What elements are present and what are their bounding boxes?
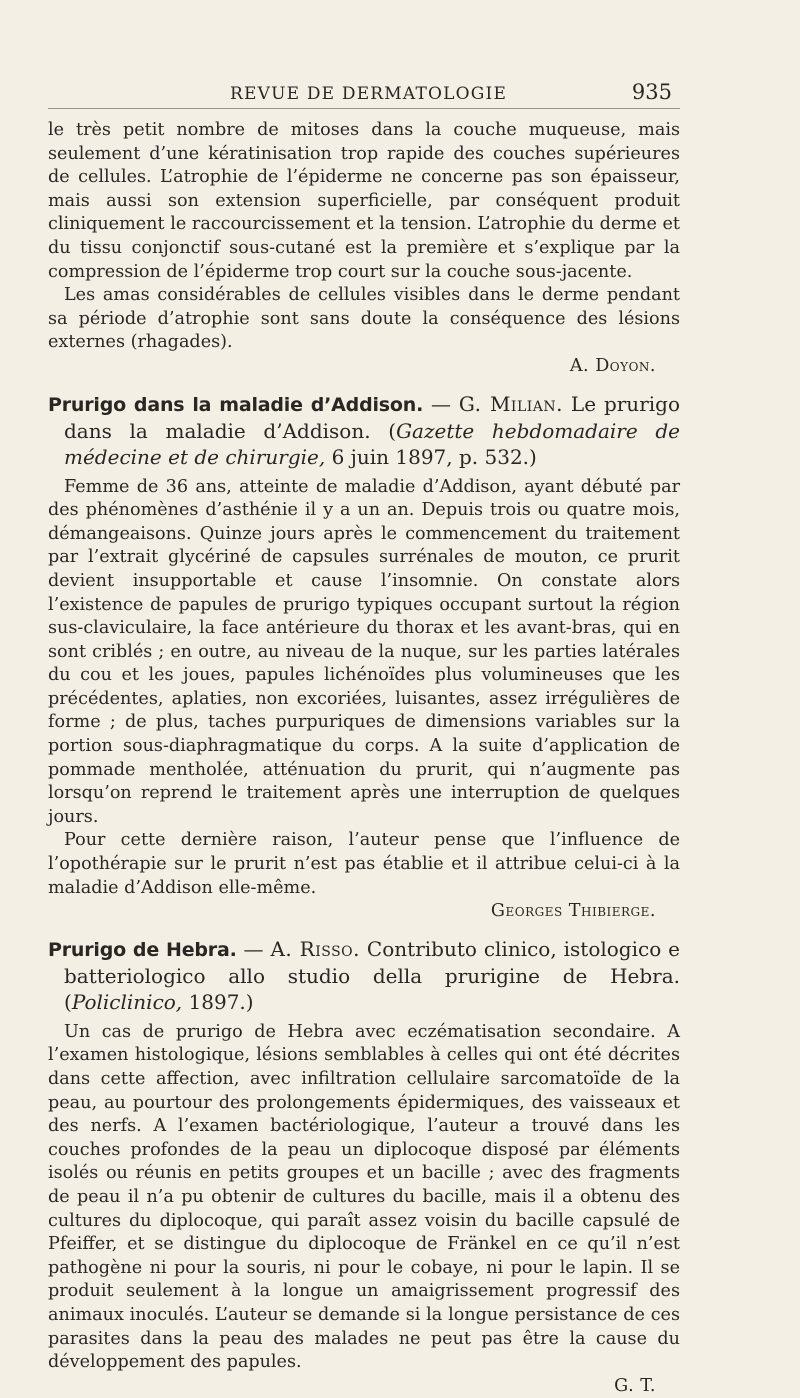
article-2-heading: [48, 936, 680, 1015]
article-2-title: Contributo clinico, istologico e batteriologico allo studio della prurigine de Hebra. (: [64, 936, 680, 1014]
running-head: [48, 78, 680, 109]
article-1-rubric: Prurigo dans la maladie d’Addison.: [48, 393, 424, 416]
article-2-rubric: Prurigo de Hebra.: [48, 938, 237, 961]
article-2-paragraph-1: Un cas de prurigo de Hebra avec eczématisation secondaire. A l’examen histologique, lésions semblables à celles qui ont été décrites dans cette affection, avec infiltration cellulaire sarcomatoïde de la peau, au pourtour des prolongements épidermiques, des vaisseaux et des nerfs. A l’examen bactériologique, l’auteur a trouvé dans les couches profondes de la peau un diplocoque disposé par éléments isolés ou réunis en petits groupes et un bacille ; avec des fragments de peau il n’a pu obtenir de cultures du bacille, mais il a obtenu des cultures du diplocoque, qui paraît assez voisin du bacille capsulé de Pfeiffer, et se distingue du diplocoque de Fränkel en ce qu’il n’est pathogène ni pour la souris, ni pour le cobaye, ni pour le lapin. Il se produit seulement à la longue un amaigrissement progressif des animaux inoculés. L’auteur se demande si la longue persistance de ces parasites dans la peau des malades ne peut pas être la cause du développement des papules.: [48, 1021, 680, 1373]
article-1-journal: Gazette hebdomadaire de médecine et de chirurgie,: [64, 418, 680, 469]
article-1-heading: [48, 391, 680, 470]
continuation-paragraph-1: le très petit nombre de mitoses dans la couche muqueuse, mais seulement d’une kératinisation trop rapide des couches supérieures de cellules. L’atrophie de l’épiderme ne concerne pas son épaisseur, mais aussi son extension superficielle, par conséquent produit cliniquement le raccourcissement et la tension. L’atrophie du derme et du tissu conjonctif sous-cutané est la première et s’explique par la compression de l’épiderme trop court sur la couche sous-jacente.: [48, 120, 680, 282]
continuation-paragraph-2: Les amas considérables de cellules visibles dans le derme pendant sa période d’atrophie sont sans doute la conséquence des lésions externes (rhagades).: [48, 285, 680, 353]
article-1-citation: 6 juin 1897, p. 532.): [325, 444, 537, 469]
page-number: 935: [631, 80, 672, 104]
running-title: REVUE DE DERMATOLOGIE: [230, 84, 508, 104]
article-1-paragraph-1: Femme de 36 ans, atteinte de maladie d’Addison, ayant débuté par des phénomènes d’asthénie il y a un an. Depuis trois ou quatre mois, démangeaisons. Quinze jours après le commencement du traitement par l’extrait glycériné de capsules surrénales de mouton, ce prurit devient insupportable et cause l’insomnie. On constate alors l’existence de papules de prurigo typiques occupant surtout la région sus-claviculaire, la face antérieure du thorax et les avant-bras, qui en sont criblés ; en outre, au niveau de la nuque, sur les parties latérales du cou et les joues, papules lichénoïdes plus volumineuses que les précédentes, aplaties, non excoriées, luisantes, assez irrégulières de forme ; de plus, taches purpuriques de dimensions variables sur la portion sous-diaphragmatique du corps. A la suite d’application de pommade mentholée, atténuation du prurit, qui n’augmente pas lorsqu’on reprend le traitement après une interruption de quelques jours.: [48, 476, 680, 827]
article-2-citation: 1897.): [182, 989, 254, 1014]
article-1-dash: —: [423, 391, 459, 416]
continuation-signature: A. Doyon.: [569, 355, 656, 376]
article-1-title: Le prurigo dans la maladie d’Addison. (: [64, 391, 680, 443]
article-1-paragraph-2: Pour cette dernière raison, l’auteur pense que l’influence de l’opothérapie sur le prurit n’est pas établie et il attribue celui-ci à la maladie d’Addison elle-même.: [48, 830, 680, 898]
article-2-author: A. Risso.: [270, 936, 361, 961]
article-2-journal: Policlinico,: [71, 989, 183, 1014]
article-2-dash: —: [236, 936, 271, 961]
article-1-author: G. Milian.: [458, 391, 564, 416]
text-body: [48, 119, 680, 1398]
article-1-signature: Georges Thibierge.: [490, 901, 656, 922]
page: [48, 78, 680, 1398]
article-2-signature: G. T.: [614, 1375, 656, 1396]
